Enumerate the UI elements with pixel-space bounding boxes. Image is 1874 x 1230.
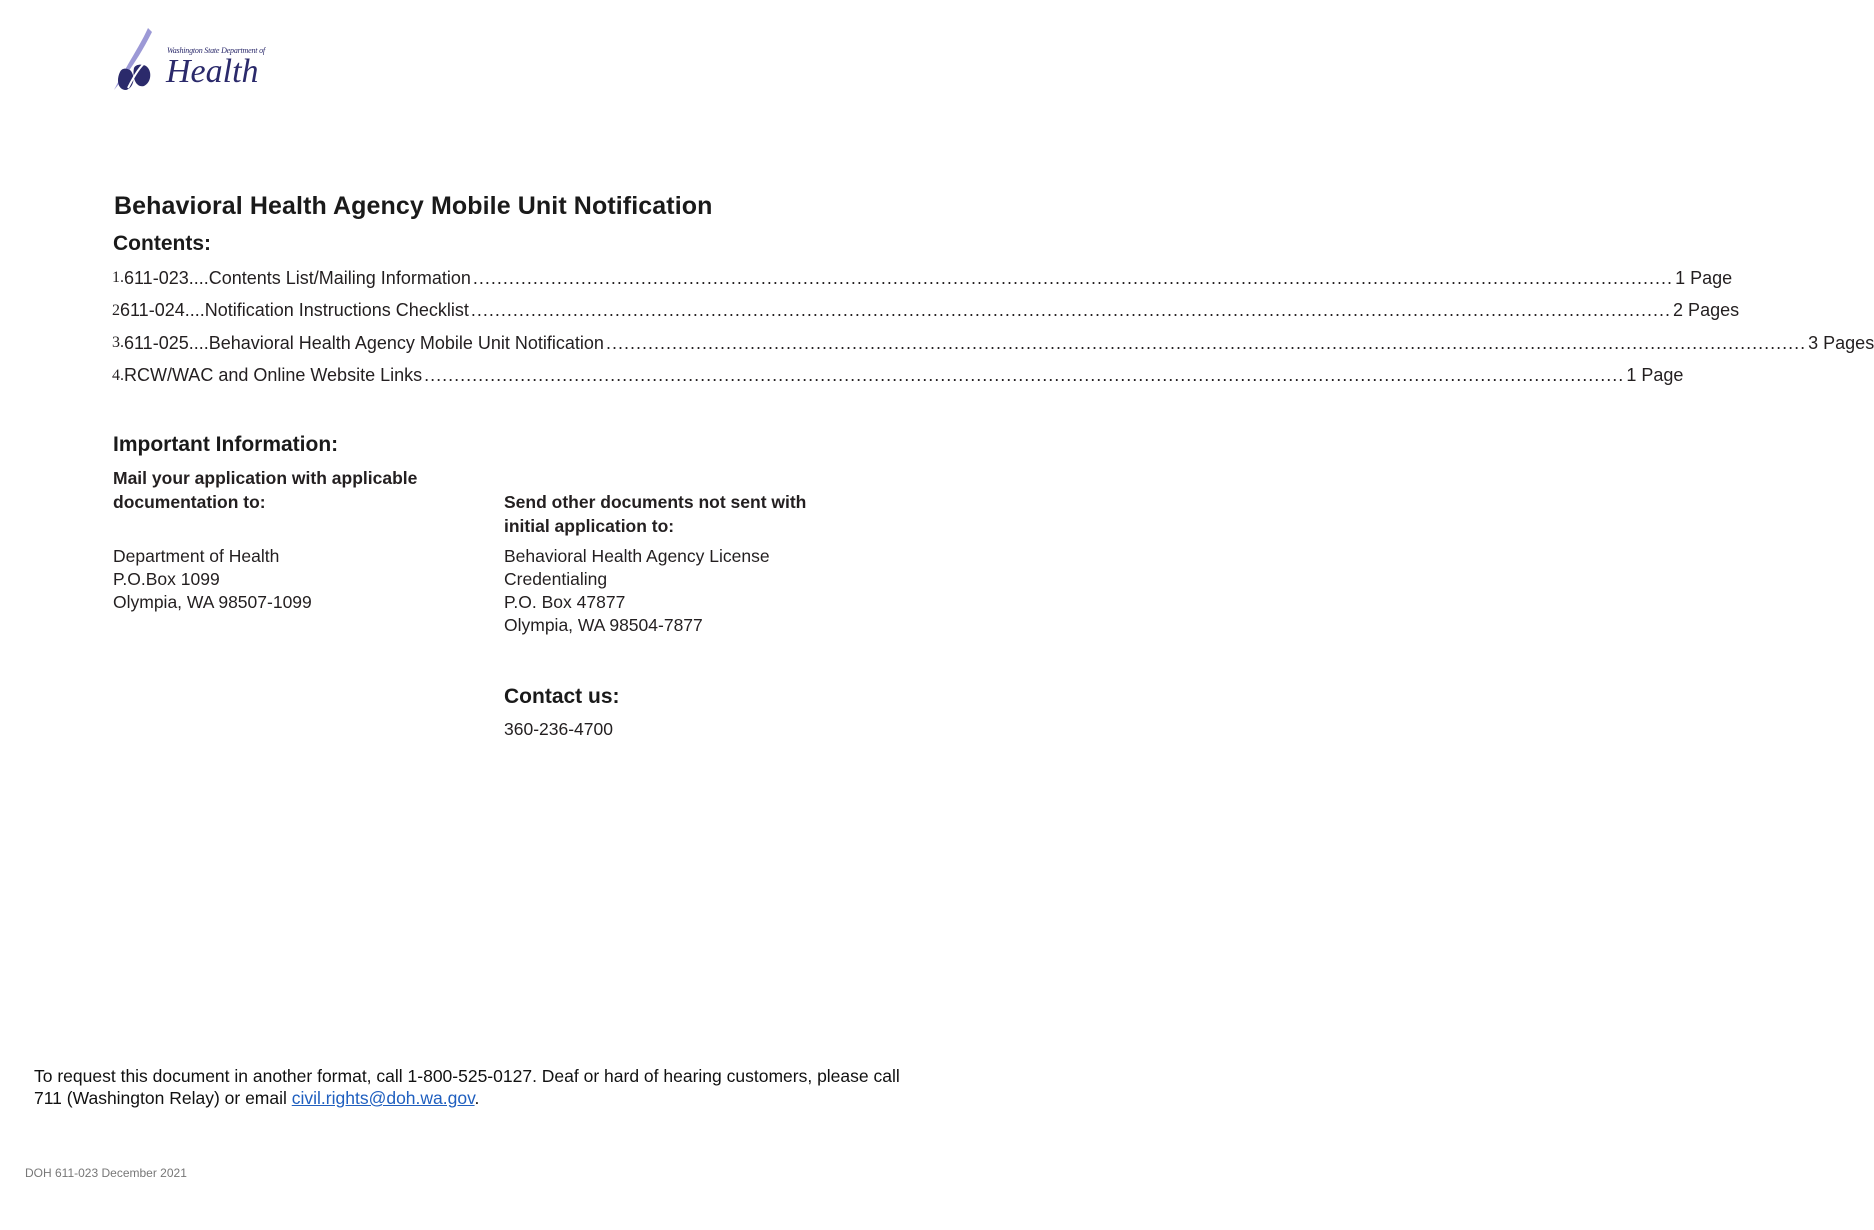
address-line: Behavioral Health Agency License	[504, 546, 770, 566]
contents-item	[112, 327, 1874, 360]
contents-item-pages: 1 Page	[1626, 365, 1684, 386]
other-documents-address	[504, 545, 770, 637]
contents-item-number: 2	[112, 301, 120, 319]
mail-application-label: Mail your application with applicable documentation to:	[113, 468, 418, 512]
contents-item-number: 3.	[112, 334, 124, 352]
contact-phone: 360-236-4700	[504, 719, 613, 739]
address-line: Department of Health	[113, 546, 280, 566]
address-line: P.O.Box 1099	[113, 569, 220, 589]
dot-leader: ........................................................................................................................................................................................................	[472, 267, 1674, 288]
contents-item-number: 4.	[112, 366, 124, 384]
doh-logo	[112, 26, 272, 94]
important-info-heading: Important Information:	[113, 433, 339, 456]
other-documents-label: Send other documents not sent with initial application to:	[504, 492, 807, 536]
logo-health-text: Health	[166, 53, 259, 90]
contents-item-label: 611-024....Notification Instructions Checklist	[120, 300, 469, 321]
dot-leader: ........................................................................................................................................................................................................	[424, 365, 1625, 386]
note-period: .	[474, 1088, 480, 1108]
dot-leader: ........................................................................................................................................................................................................	[470, 300, 1672, 321]
contents-heading: Contents:	[113, 232, 211, 255]
dot-leader: ........................................................................................................................................................................................................	[605, 332, 1807, 353]
mail-address	[113, 545, 312, 614]
alternate-format-note	[34, 1065, 914, 1109]
contents-item-number: 1.	[112, 269, 124, 287]
flame-logo-icon	[112, 26, 172, 94]
contents-item	[112, 295, 1740, 328]
civil-rights-email-link[interactable]: civil.rights@doh.wa.gov	[291, 1088, 475, 1108]
contents-item-label: 611-023....Contents List/Mailing Information	[124, 267, 471, 288]
page-title: Behavioral Health Agency Mobile Unit Notification	[114, 192, 713, 220]
contents-item-label: RCW/WAC and Online Website Links	[124, 365, 423, 386]
contents-list	[112, 262, 1874, 392]
contact-heading: Contact us:	[504, 685, 620, 708]
address-line: Credentialing	[504, 569, 608, 589]
contents-item-pages: 3 Pages	[1808, 332, 1874, 353]
address-line: P.O. Box 47877	[504, 592, 626, 612]
address-line: Olympia, WA 98507-1099	[113, 592, 312, 612]
contents-item-pages: 1 Page	[1675, 267, 1733, 288]
logo-department-text: Washington State Department of	[167, 46, 265, 55]
alternate-format-text: To request this document in another format, call 1-800-525-0127. Deaf or hard of hearing customers, please call 711 (Washington Relay) or email	[34, 1066, 900, 1108]
contents-item-pages: 2 Pages	[1673, 300, 1740, 321]
address-line: Olympia, WA 98504-7877	[504, 615, 703, 635]
contents-item-label: 611-025....Behavioral Health Agency Mobile Unit Notification	[124, 332, 604, 353]
contents-item	[112, 262, 1733, 295]
contents-item	[112, 360, 1684, 393]
document-id: DOH 611-023 December 2021	[25, 1166, 187, 1180]
